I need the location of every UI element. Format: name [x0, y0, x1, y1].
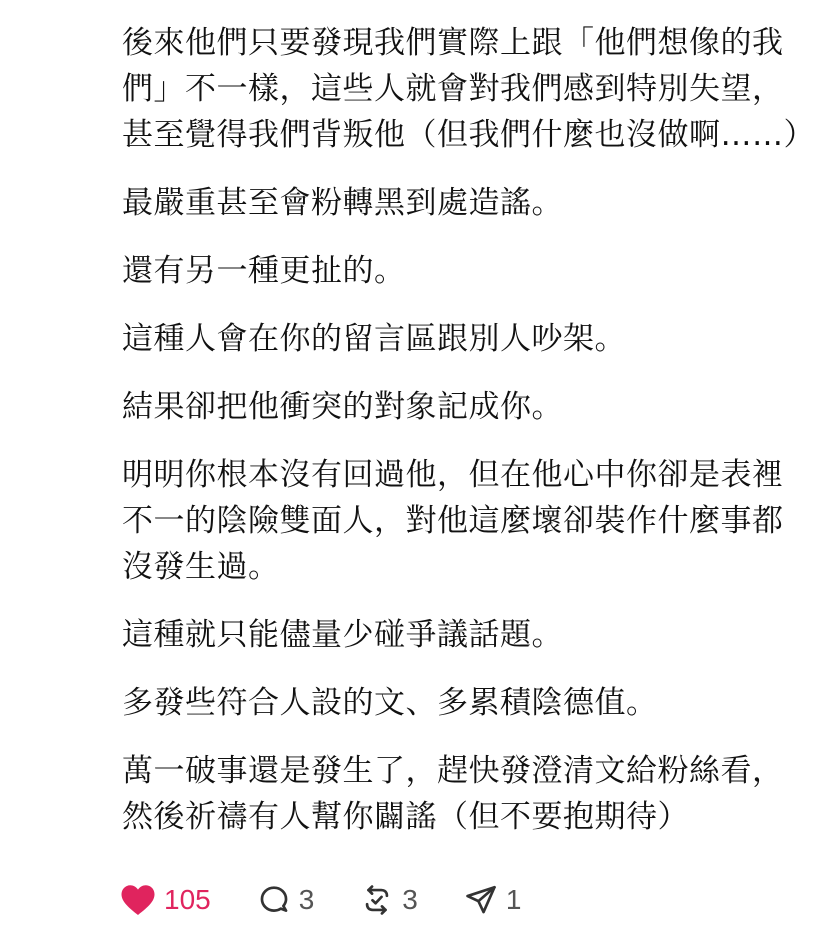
post-paragraph: 這種人會在你的留言區跟別人吵架。	[122, 321, 626, 357]
post-paragraph: 還有另一種更扯的。	[122, 253, 406, 289]
share-button[interactable]	[464, 883, 522, 917]
share-count: 1	[505, 884, 522, 915]
post-paragraph: 這種就只能儘量少碰爭議話題。	[122, 617, 563, 653]
post-paragraph: 最嚴重甚至會粉轉黑到處造謠。	[122, 185, 563, 221]
post-action-bar	[120, 876, 567, 924]
post-body	[122, 20, 815, 862]
reply-button[interactable]	[257, 883, 315, 917]
comment-icon	[257, 883, 291, 917]
like-count: 105	[164, 884, 211, 915]
post-paragraph: 萬一破事還是發生了，趕快發澄清文給粉絲看，然後祈禱有人幫你闢謠（但不要抱期待）	[122, 753, 784, 835]
post-paragraph: 明明你根本沒有回過他，但在他心中你卻是表裡不一的陰險雙面人，對他這麼壞卻裝作什麼事都沒發生過。	[122, 457, 784, 585]
heart-icon	[120, 883, 156, 917]
reply-count: 3	[298, 884, 315, 915]
post-paragraph: 後來他們只要發現我們實際上跟「他們想像的我們」不一樣，這些人就會對我們感到特別失望，甚至覺得我們背叛他（但我們什麼也沒做啊……）	[122, 25, 815, 153]
repost-icon	[360, 883, 394, 917]
send-icon	[464, 883, 498, 917]
like-button[interactable]	[120, 883, 211, 917]
post-paragraph: 多發些符合人設的文、多累積陰德值。	[122, 685, 658, 721]
repost-count: 3	[402, 884, 418, 915]
repost-button[interactable]	[360, 883, 418, 917]
post-paragraph: 結果卻把他衝突的對象記成你。	[122, 389, 563, 425]
